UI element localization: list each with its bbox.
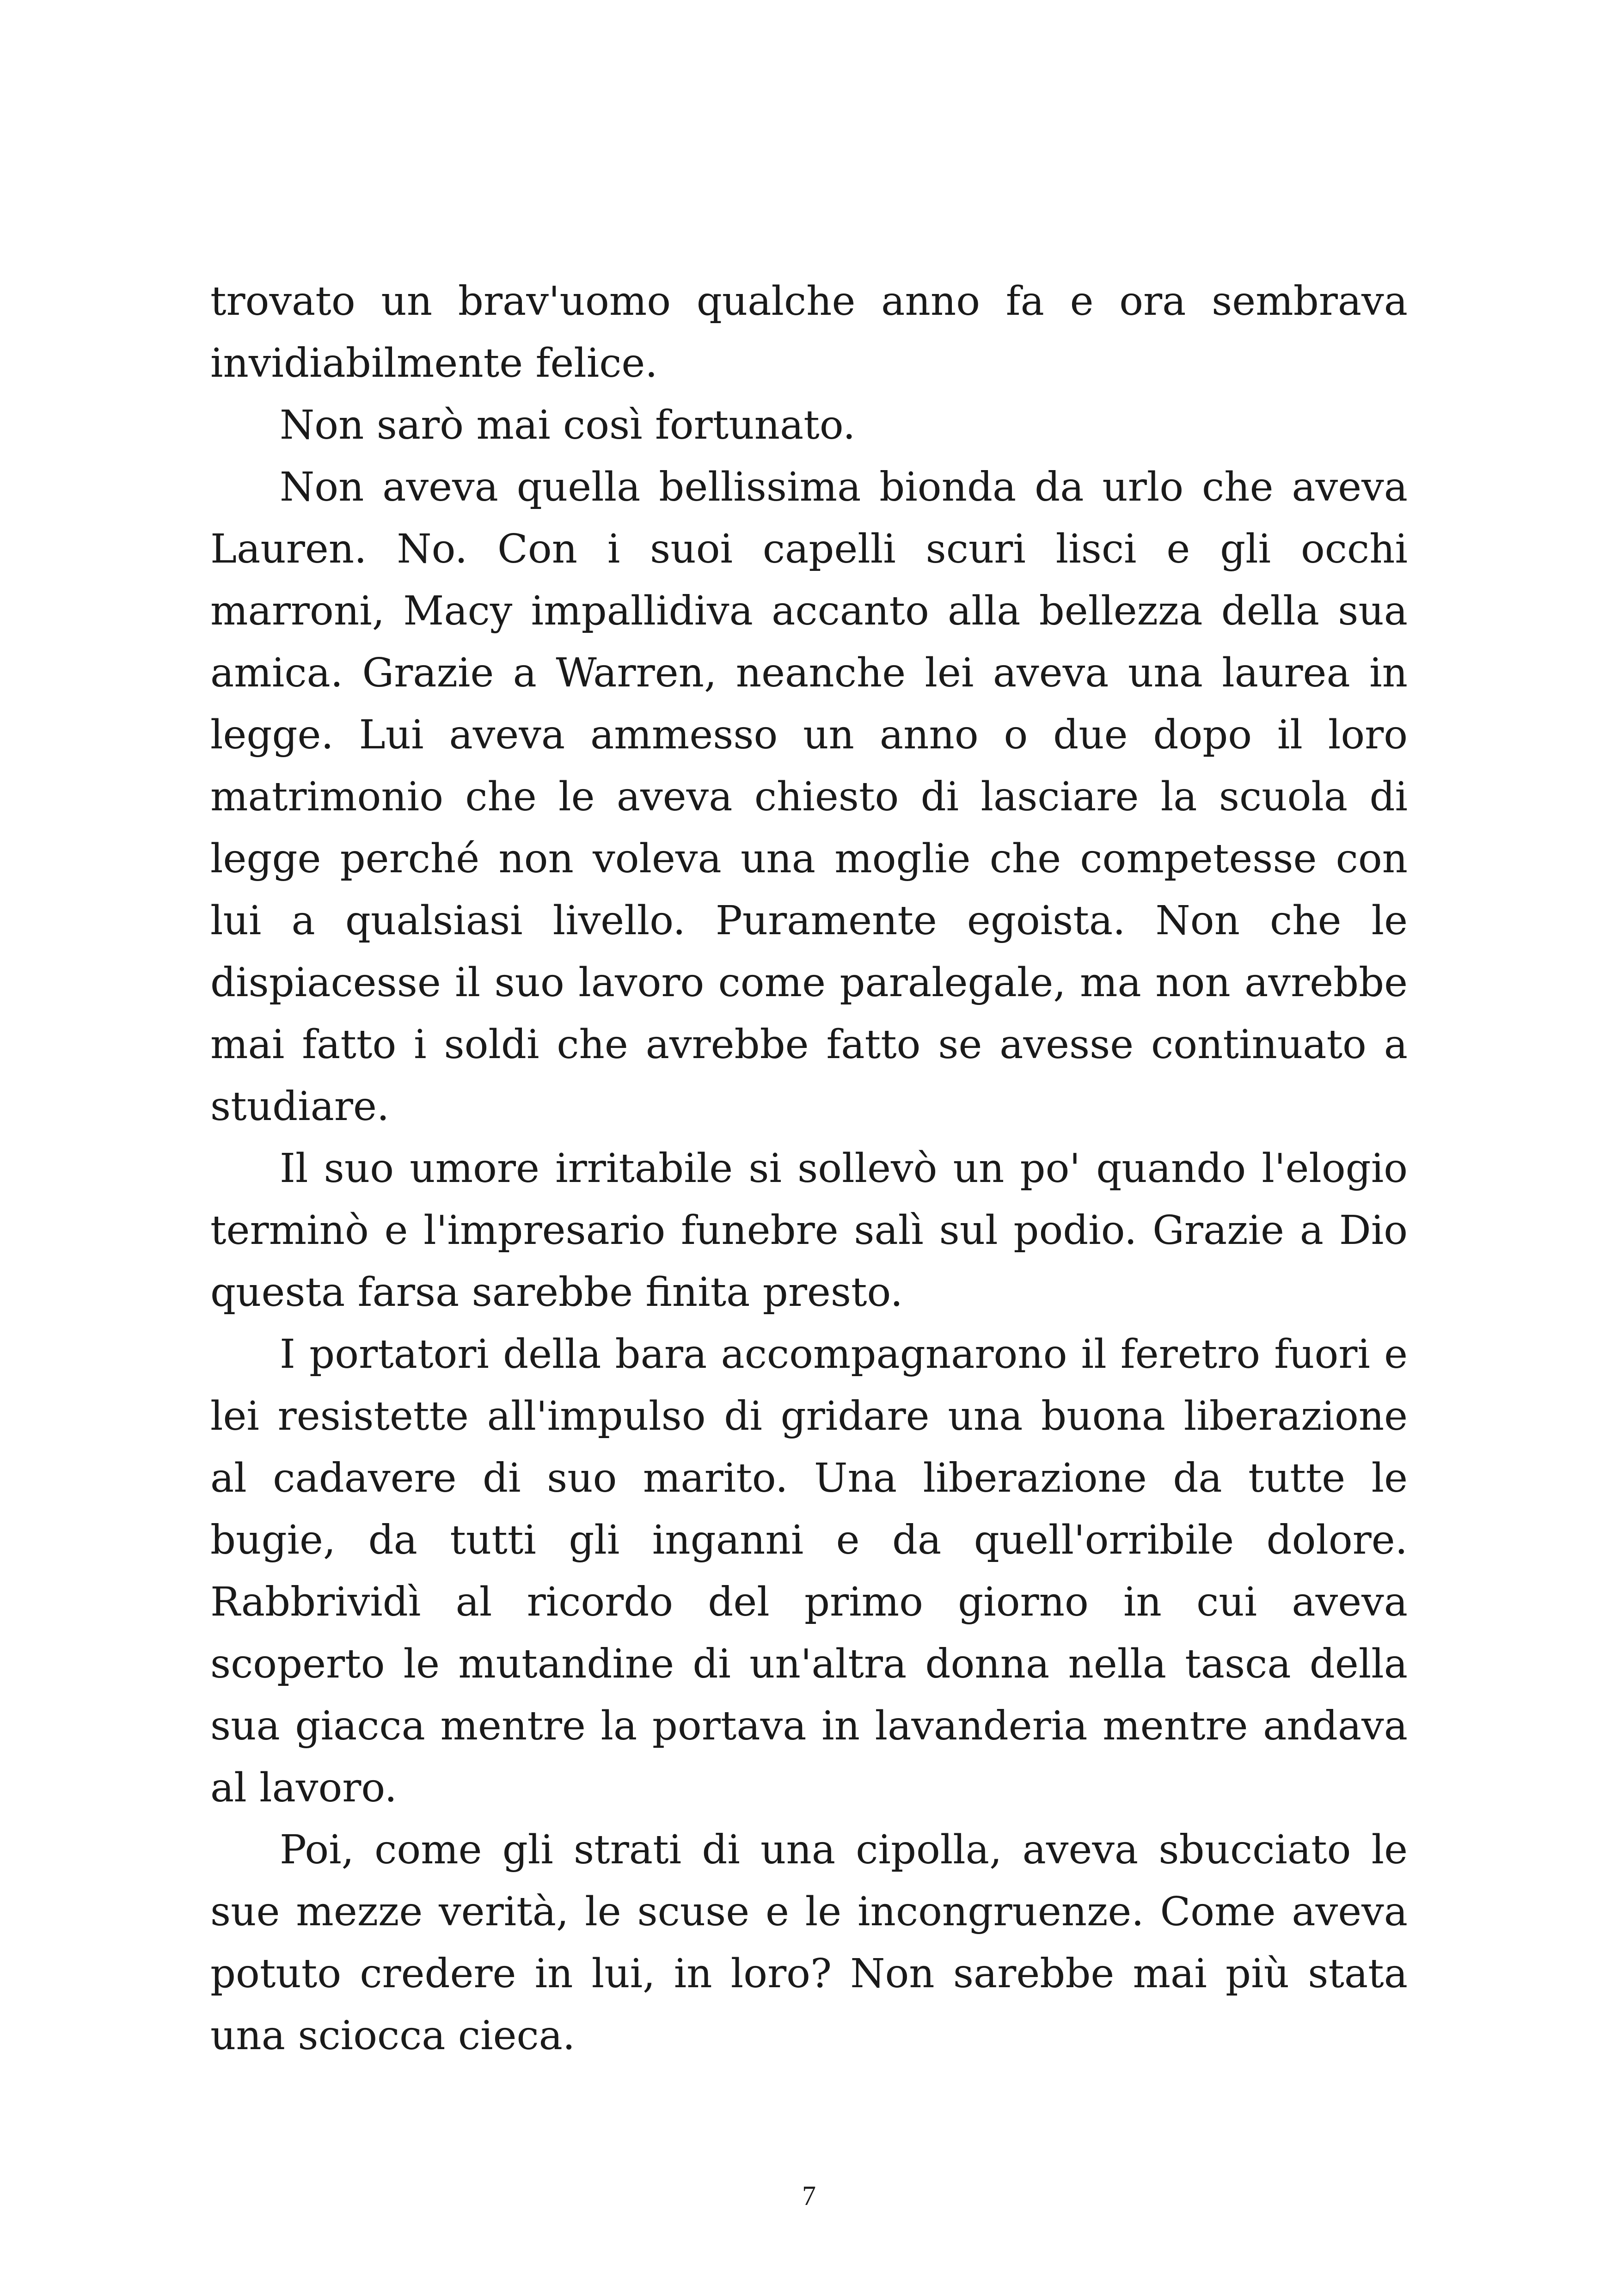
paragraph-1: trovato un brav'uomo qualche anno fa e ora sembrava invidiabilmente felice.: [210, 278, 1408, 386]
paragraph-4: Il suo umore irritabile si sollevò un po' quando l'elogio terminò e l'impresario funebre salì sul podio. Grazie a Dio questa farsa sarebbe finita presto.: [210, 1145, 1408, 1316]
paragraph-2: Non sarò mai così fortunato.: [280, 402, 856, 448]
paragraph-5: I portatori della bara accompagnarono il feretro fuori e lei resistette all'impulso di gridare una buona liberazione al cadavere di suo marito. Una liberazione da tutte le bugie, da tutti gli inganni e da quell'orribile dolore. Rabbrividì al ricordo del primo giorno in cui aveva scoperto le mutandine di un'altra donna nella tasca della sua giacca mentre la portava in lavanderia mentre andava al lavoro.: [210, 1331, 1408, 1811]
paragraph-3: Non aveva quella bellissima bionda da urlo che aveva Lauren. No. Con i suoi capelli scuri lisci e gli occhi marroni, Macy impallidiva accanto alla bellezza della sua amica. Grazie a Warren, neanche lei aveva una laurea in legge. Lui aveva ammesso un anno o due dopo il loro matrimonio che le aveva chiesto di lasciare la scuola di legge perché non voleva una moglie che competesse con lui a qualsiasi livello. Puramente egoista. Non che le dispiacesse il suo lavoro come paralegale, ma non avrebbe mai fatto i soldi che avrebbe fatto se avesse continuato a studiare.: [210, 464, 1408, 1130]
body-text: [210, 270, 1408, 2067]
page-number: 7: [802, 2180, 816, 2211]
paragraph-6: Poi, come gli strati di una cipolla, aveva sbucciato le sue mezze verità, le scuse e le incongruenze. Come aveva potuto credere in lui, in loro? Non sarebbe mai più stata una sciocca cieca.: [210, 1827, 1408, 2059]
